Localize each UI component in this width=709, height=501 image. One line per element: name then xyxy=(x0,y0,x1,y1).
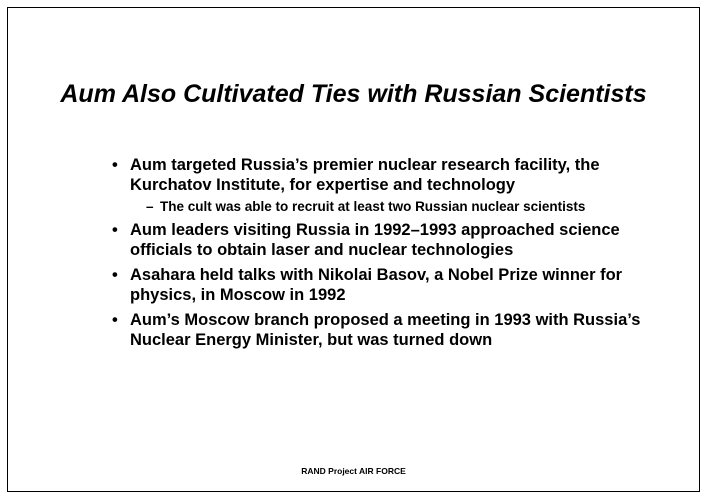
sub-bullet-list xyxy=(130,199,672,215)
slide xyxy=(7,7,700,492)
bullet-dot-icon: • xyxy=(112,311,118,329)
bullet-dot-icon: • xyxy=(112,221,118,239)
bullet-item xyxy=(112,311,672,350)
bullet-text: Asahara held talks with Nikolai Basov, a Nobel Prize winner for physics, in Moscow in 1992 xyxy=(130,266,623,304)
bullet-item xyxy=(112,156,672,215)
sub-bullet-item xyxy=(146,199,672,215)
sub-bullet-text: The cult was able to recruit at least two Russian nuclear scientists xyxy=(160,199,586,214)
bullet-dot-icon: • xyxy=(112,156,118,174)
bullet-text: Aum leaders visiting Russia in 1992–1993 approached science officials to obtain laser and nuclear technologies xyxy=(130,221,620,259)
bullet-text: Aum’s Moscow branch proposed a meeting in 1993 with Russia’s Nuclear Energy Minister, but was turned down xyxy=(130,311,641,349)
bullet-text: Aum targeted Russia’s premier nuclear research facility, the Kurchatov Institute, for expertise and technology xyxy=(130,156,600,194)
bullet-item xyxy=(112,266,672,305)
bullet-list xyxy=(112,156,672,356)
bullet-item xyxy=(112,221,672,260)
bullet-dot-icon: • xyxy=(112,266,118,284)
slide-footer: RAND Project AIR FORCE xyxy=(301,466,406,476)
slide-title: Aum Also Cultivated Ties with Russian Scientists xyxy=(60,80,647,108)
sub-bullet-dash-icon: – xyxy=(146,199,154,214)
